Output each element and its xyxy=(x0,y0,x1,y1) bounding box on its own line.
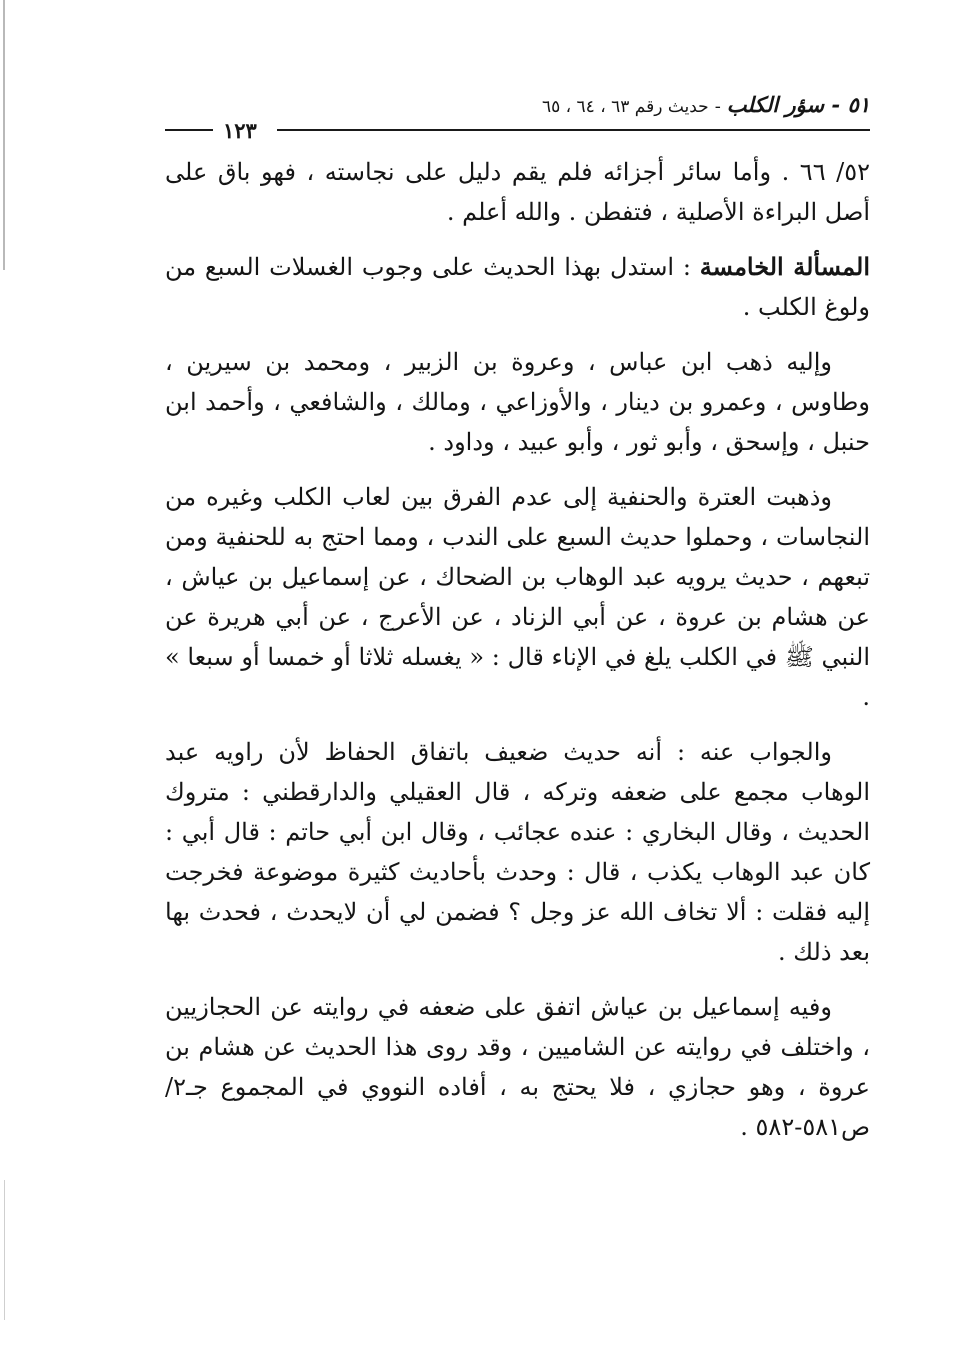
paragraph xyxy=(165,732,870,972)
paragraph xyxy=(165,152,870,232)
paragraph-text: وإليه ذهب ابن عباس ، وعروة بن الزبير ، ومحمد بن سيرين ، وطاوس ، وعمرو بن دينار ، والأوزاعي ، ومالك ، والشافعي ، وأحمد ابن حنبل ، وإسحق ، وأبو ثور ، وأبو عبيد ، وداود . xyxy=(165,348,870,456)
paragraph xyxy=(165,987,870,1147)
paragraph-text: وفيه إسماعيل بن عياش اتفق على ضعفه في روايته عن الحجازيين ، واختلف في روايته عن الشاميين ، وقد روى هذا الحديث عن هشام بن عروة ، وهو حجازي ، فلا يحتج به ، أفاده النووي في المجموع جـ٢/ ص٥٨١-٥٨٢ . xyxy=(165,993,870,1141)
paragraph-text: وذهبت العترة والحنفية إلى عدم الفرق بين لعاب الكلب وغيره من النجاسات ، وحملوا حديث السبع على الندب ، ومما احتج به للحنفية ومن تبعهم ، حديث يرويه عبد الوهاب بن الضحاك ، عن إسماعيل بن عياش ، عن هشام بن عروة ، عن أبي الزناد ، عن الأعرج ، عن أبي هريرة عن النبي ﷺ في الكلب يلغ في الإناء قال : « يغسله ثلاثا أو خمسا أو سبعا » . xyxy=(165,483,870,711)
paragraph-text: ٥٢/ ٦٦ . وأما سائر أجزائه فلم يقم دليل على نجاسته ، فهو باق على أصل البراءة الأصلية ، فتفطن . والله أعلم . xyxy=(165,158,871,226)
paragraph-text: : استدل بهذا الحديث على وجوب الغسلات السبع من ولوغ الكلب . xyxy=(165,253,870,321)
paragraph xyxy=(165,477,870,717)
rule-line xyxy=(277,129,870,131)
page-body xyxy=(165,152,870,1147)
header-separator: - xyxy=(714,96,721,117)
scan-edge xyxy=(4,1180,5,1320)
paragraph xyxy=(165,247,870,327)
hadith-numbers: حديث رقم ٦٣ ، ٦٤ ، ٦٥ xyxy=(541,97,709,117)
paragraph-lead: المسألة الخامسة xyxy=(699,252,871,281)
paragraph-text: والجواب عنه : أنه حديث ضعيف باتفاق الحفاظ لأن راويه عبد الوهاب مجمع على ضعفه وتركه ، قال العقيلي والدارقطني : متروك الحديث ، وقال البخاري : عنده عجائب ، وقال ابن أبي حاتم : قال أبي : كان عبد الوهاب يكذب ، قال : وحدث بأحاديث كثيرة موضوعة فخرجت إليه فقلت : ألا تخاف الله عز وجل ؟ فضمن لي أن لايحدث ، فحدث بها بعد ذلك . xyxy=(165,738,870,966)
header-rule xyxy=(165,118,870,142)
page-number: ١٢٣ xyxy=(223,118,257,143)
rule-line xyxy=(165,129,213,131)
chapter-title: ٥١ - سؤر الكلب xyxy=(726,92,870,117)
paragraph xyxy=(165,342,870,462)
scan-edge xyxy=(3,0,5,270)
